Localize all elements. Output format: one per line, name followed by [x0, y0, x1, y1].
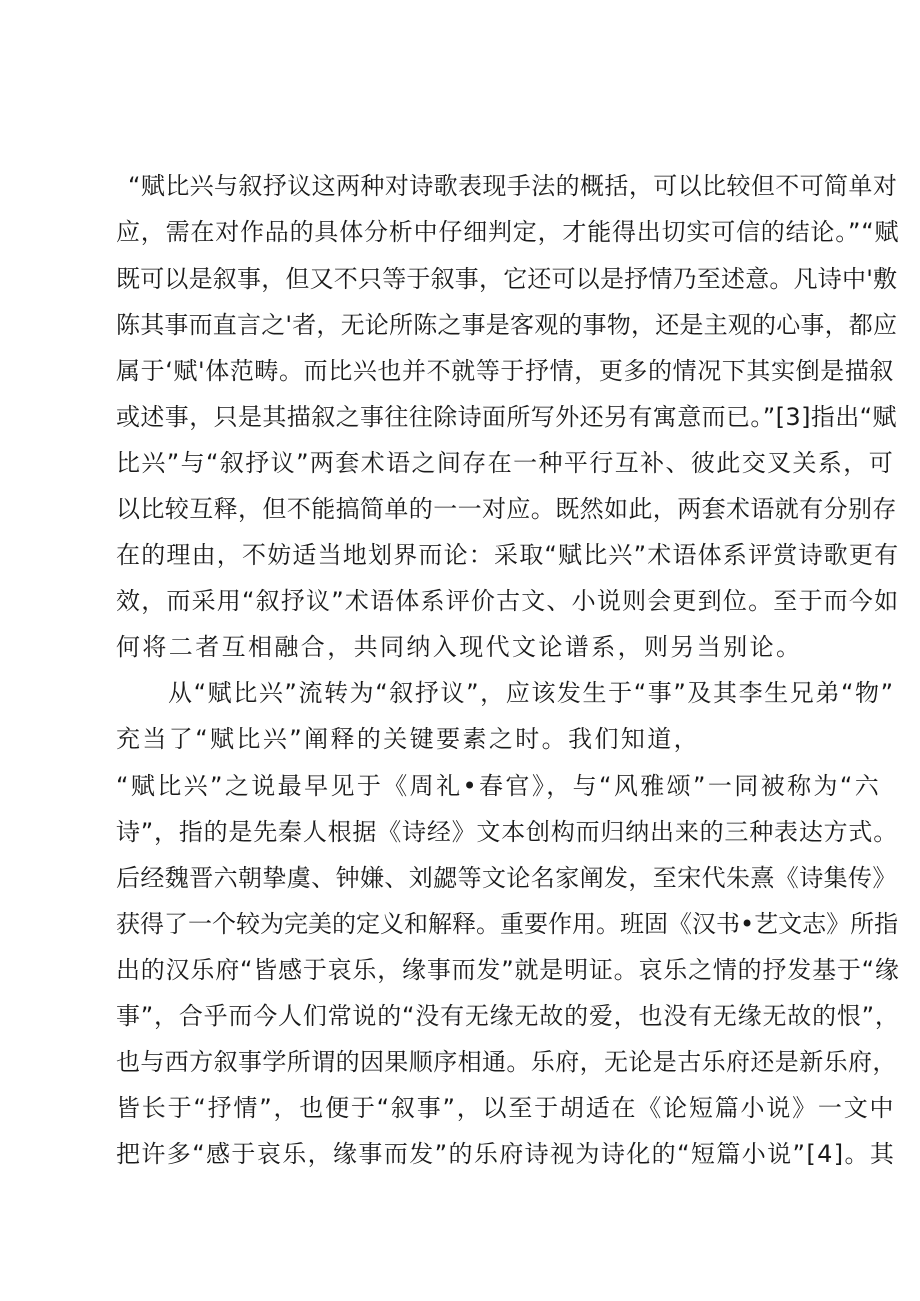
text-line: 应，需在对作品的具体分析中仔细判定，才能得出切实可信的结论。”“赋 [116, 218, 900, 246]
text-line: 属于‘赋'体范畴。而比兴也并不就等于抒情，更多的情况下其实倒是描叙 [116, 357, 895, 385]
paragraph-first-line: 从“赋比兴”流转为“叙抒议”，应该发生于“事”及其李生兄弟“物” [168, 679, 895, 707]
text-line: 充当了“赋比兴”阐释的关键要素之时。我们知道， [116, 725, 701, 753]
text-line: 也与西方叙事学所谓的因果顺序相通。乐府，无论是古乐府还是新乐府， [116, 1048, 897, 1076]
text-line: “赋比兴与叙抒议这两种对诗歌表现手法的概括，可以比较但不可简单对 [128, 172, 898, 200]
text-line: 诗”，指的是先秦人根据《诗经》文本创构而归纳出来的三种表达方式。 [116, 818, 899, 846]
text-line: 或述事，只是其描叙之事往往除诗面所写外还另有寓意而已。”[3]指出“赋 [116, 403, 897, 431]
text-line: 获得了一个较为完美的定义和解释。重要作用。班固《汉书•艺文志》所指 [116, 910, 899, 938]
text-line: “赋比兴”之说最早见于《周礼•春官》，与“风雅颂”一同被称为“六 [116, 772, 882, 800]
text-line: 陈其事而直言之'者，无论所陈之事是客观的事物，还是主观的心事，都应 [116, 311, 898, 339]
text-line: 何将二者互相融合，共同纳入现代文论谱系，则另当别论。 [116, 633, 803, 661]
text-line: 既可以是叙事，但又不只等于叙事，它还可以是抒情乃至述意。凡诗中'敷 [116, 265, 898, 293]
text-line: 把许多“感于哀乐，缘事而发”的乐府诗视为诗化的“短篇小说”[4]。其 [116, 1140, 896, 1168]
text-line: 出的汉乐府“皆感于哀乐，缘事而发”就是明证。哀乐之情的抒发基于“缘 [116, 956, 900, 984]
text-line: 以比较互释，但不能搞简单的一一对应。既然如此，两套术语就有分别存 [116, 495, 897, 523]
text-line: 效，而采用“叙抒议”术语体系评价古文、小说则会更到位。至于而今如 [116, 587, 900, 615]
text-line: 比兴”与“叙抒议”两套术语之间存在一种平行互补、彼此交叉关系，可 [116, 449, 895, 477]
text-line: 皆长于“抒情”，也便于“叙事”，以至于胡适在《论短篇小说》一文中 [116, 1094, 896, 1122]
text-line: 后经魏晋六朝挚虞、钟嫌、刘勰等文论名家阐发，至宋代朱熹《诗集传》 [116, 864, 897, 892]
text-line: 事”，合乎而今人们常说的“没有无缘无故的爱，也没有无缘无故的恨”， [116, 1002, 900, 1030]
text-line: 在的理由，不妨适当地划界而论：采取“赋比兴”术语体系评赏诗歌更有 [116, 541, 900, 569]
